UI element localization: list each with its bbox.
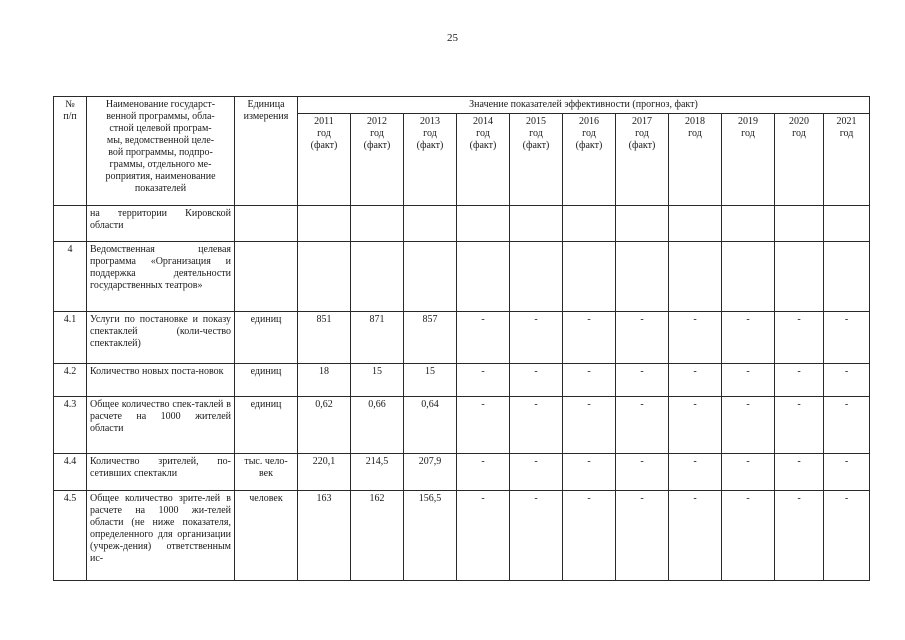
row-value-2014: - (457, 491, 510, 581)
row-value-2018: - (669, 454, 722, 491)
row-value-2012 (351, 206, 404, 242)
row-value-2011: 163 (298, 491, 351, 581)
header-year-2014 (457, 114, 510, 206)
row-value-2015: - (510, 312, 563, 364)
header-year-word: год (423, 128, 437, 139)
row-value-2019 (722, 242, 775, 312)
row-value-2017: - (616, 491, 669, 581)
row-value-2018 (669, 206, 722, 242)
row-value-2020: - (775, 397, 824, 454)
row-value-2013: 0,64 (404, 397, 457, 454)
row-value-2019 (722, 206, 775, 242)
row-value-2016 (563, 242, 616, 312)
row-value-2016: - (563, 397, 616, 454)
row-value-2020 (775, 206, 824, 242)
header-year-year: 2013 (420, 116, 440, 127)
row-number: 4.5 (54, 491, 87, 581)
row-value-2011 (298, 206, 351, 242)
row-value-2017: - (616, 364, 669, 397)
row-value-2018: - (669, 312, 722, 364)
row-value-2015: - (510, 364, 563, 397)
row-value-2012: 871 (351, 312, 404, 364)
row-indicator-name: Количество новых поста-новок (87, 364, 235, 397)
row-number (54, 206, 87, 242)
header-year-note: (факт) (575, 140, 603, 151)
row-value-2015 (510, 206, 563, 242)
header-year-word: год (370, 128, 384, 139)
row-number: 4 (54, 242, 87, 312)
row-value-2018: - (669, 364, 722, 397)
header-year-word: год (529, 128, 543, 139)
header-year-2013 (404, 114, 457, 206)
table-row (54, 242, 870, 312)
header-year-2016 (563, 114, 616, 206)
row-value-2015: - (510, 454, 563, 491)
header-year-year: 2019 (738, 116, 758, 127)
row-value-2011: 0,62 (298, 397, 351, 454)
row-value-2012: 214,5 (351, 454, 404, 491)
header-year-note: (факт) (310, 140, 338, 151)
row-unit (235, 242, 298, 312)
header-year-2020 (775, 114, 824, 206)
row-unit: единиц (235, 364, 298, 397)
table-row (54, 206, 870, 242)
row-value-2021: - (824, 364, 870, 397)
row-value-2021: - (824, 397, 870, 454)
page-number: 25 (447, 32, 458, 44)
header-year-word: год (792, 128, 806, 139)
header-values-caption: Значение показателей эффективности (прогноз, факт) (298, 97, 870, 114)
row-value-2015: - (510, 491, 563, 581)
header-year-word: год (582, 128, 596, 139)
row-value-2011: 220,1 (298, 454, 351, 491)
row-value-2014 (457, 206, 510, 242)
header-year-year: 2020 (789, 116, 809, 127)
row-value-2012: 0,66 (351, 397, 404, 454)
header-year-word: год (741, 128, 755, 139)
table-row (54, 364, 870, 397)
header-year-note: (факт) (363, 140, 391, 151)
header-year-word: год (688, 128, 702, 139)
row-number: 4.3 (54, 397, 87, 454)
row-value-2020: - (775, 454, 824, 491)
header-year-2019 (722, 114, 775, 206)
row-value-2021: - (824, 312, 870, 364)
header-year-word: год (476, 128, 490, 139)
header-num: № п/п (54, 97, 87, 206)
header-year-2012 (351, 114, 404, 206)
row-value-2016: - (563, 312, 616, 364)
row-value-2014: - (457, 312, 510, 364)
header-year-note: (факт) (416, 140, 444, 151)
table-row (54, 491, 870, 581)
header-year-2021 (824, 114, 870, 206)
row-unit: человек (235, 491, 298, 581)
row-unit: тыс. чело-век (235, 454, 298, 491)
row-value-2017 (616, 242, 669, 312)
row-value-2019: - (722, 491, 775, 581)
row-number: 4.4 (54, 454, 87, 491)
row-unit: единиц (235, 397, 298, 454)
header-name: Наименование государст- венной программы, обла- стной целевой програм- мы, ведомственной целе- вой программы, подпро- граммы, отдельного ме- роприятия, наименование показателей (87, 97, 235, 206)
row-value-2017: - (616, 454, 669, 491)
row-indicator-name: Услуги по постановке и показу спектаклей (коли-чество спектаклей) (87, 312, 235, 364)
header-year-year: 2015 (526, 116, 546, 127)
row-indicator-name: Ведомственная целевая программа «Организация и поддержка деятельности государственных театров» (87, 242, 235, 312)
row-value-2019: - (722, 312, 775, 364)
header-year-2018 (669, 114, 722, 206)
row-value-2019: - (722, 397, 775, 454)
row-value-2019: - (722, 454, 775, 491)
header-year-note: (факт) (469, 140, 497, 151)
row-value-2016: - (563, 364, 616, 397)
row-value-2017: - (616, 397, 669, 454)
row-value-2014: - (457, 364, 510, 397)
header-year-2011 (298, 114, 351, 206)
row-value-2013: 207,9 (404, 454, 457, 491)
header-year-year: 2021 (836, 116, 857, 127)
row-indicator-name: Общее количество спек-таклей в расчете на 1000 жителей области (87, 397, 235, 454)
row-value-2016: - (563, 454, 616, 491)
row-value-2011: 851 (298, 312, 351, 364)
row-value-2013: 156,5 (404, 491, 457, 581)
row-value-2017 (616, 206, 669, 242)
table-body (54, 206, 870, 581)
row-value-2016: - (563, 491, 616, 581)
row-value-2018: - (669, 397, 722, 454)
row-unit: единиц (235, 312, 298, 364)
row-value-2020: - (775, 312, 824, 364)
table-row (54, 397, 870, 454)
table-row (54, 454, 870, 491)
row-value-2015 (510, 242, 563, 312)
header-unit: Единица измерения (235, 97, 298, 206)
header-year-year: 2016 (579, 116, 599, 127)
row-value-2014: - (457, 454, 510, 491)
indicators-table (53, 96, 870, 581)
row-value-2011 (298, 242, 351, 312)
row-value-2012: 162 (351, 491, 404, 581)
header-year-year: 2014 (473, 116, 493, 127)
row-value-2017: - (616, 312, 669, 364)
row-value-2014 (457, 242, 510, 312)
row-value-2021 (824, 242, 870, 312)
header-year-note: (факт) (628, 140, 656, 151)
header-year-word: год (635, 128, 649, 139)
row-unit (235, 206, 298, 242)
row-indicator-name: Общее количество зрите-лей в расчете на 1000 жи-телей области (не ниже показателя, определенного для организации (учреж-дения) ответственным ис- (87, 491, 235, 581)
row-number: 4.2 (54, 364, 87, 397)
header-year-word: год (317, 128, 331, 139)
row-indicator-name: Количество зрителей, по-сетивших спектакли (87, 454, 235, 491)
row-value-2011: 18 (298, 364, 351, 397)
row-value-2014: - (457, 397, 510, 454)
row-value-2018: - (669, 491, 722, 581)
table-row (54, 312, 870, 364)
row-number: 4.1 (54, 312, 87, 364)
row-value-2018 (669, 242, 722, 312)
row-value-2013: 15 (404, 364, 457, 397)
row-value-2021: - (824, 454, 870, 491)
row-indicator-name: на территории Кировской области (87, 206, 235, 242)
header-year-year: 2012 (367, 116, 387, 127)
header-year-year: 2011 (314, 116, 334, 127)
row-value-2013 (404, 206, 457, 242)
row-value-2019: - (722, 364, 775, 397)
header-year-word: год (839, 128, 854, 139)
row-value-2016 (563, 206, 616, 242)
row-value-2012: 15 (351, 364, 404, 397)
row-value-2012 (351, 242, 404, 312)
table-header (54, 97, 870, 206)
row-value-2015: - (510, 397, 563, 454)
row-value-2020: - (775, 491, 824, 581)
header-year-note: (факт) (522, 140, 550, 151)
header-year-year: 2018 (685, 116, 705, 127)
row-value-2021 (824, 206, 870, 242)
row-value-2013 (404, 242, 457, 312)
row-value-2020 (775, 242, 824, 312)
header-year-2015 (510, 114, 563, 206)
header-year-2017 (616, 114, 669, 206)
row-value-2013: 857 (404, 312, 457, 364)
header-year-year: 2017 (632, 116, 652, 127)
row-value-2021: - (824, 491, 870, 581)
row-value-2020: - (775, 364, 824, 397)
